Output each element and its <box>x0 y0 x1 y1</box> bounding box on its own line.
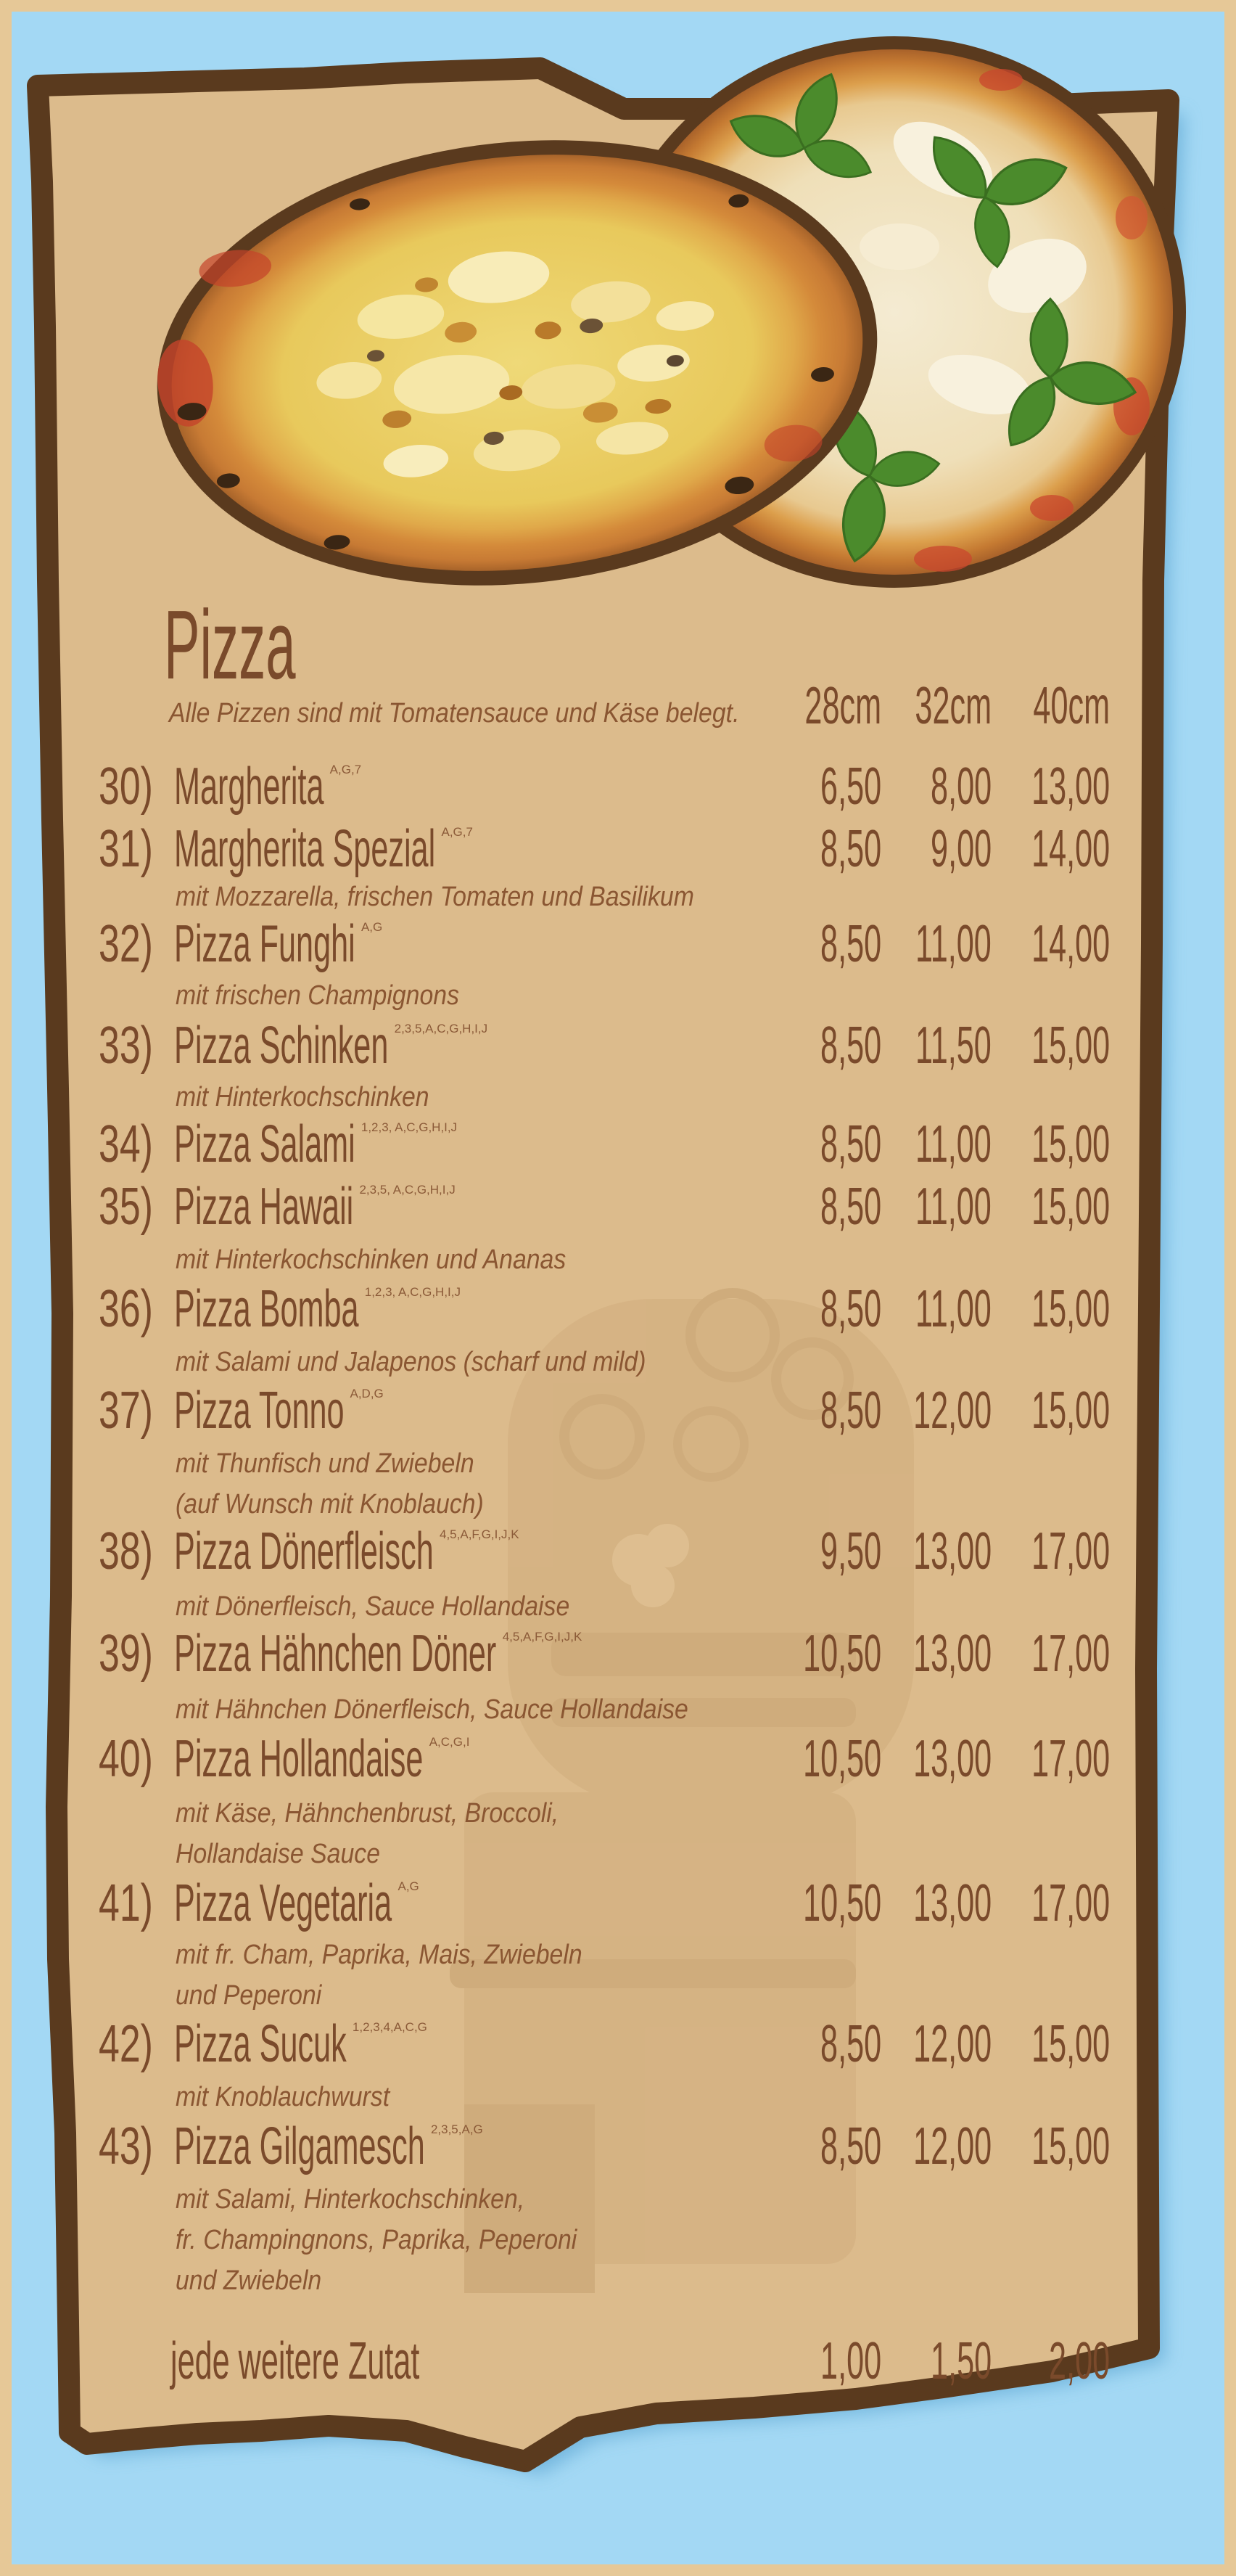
price-40cm <box>979 1178 1110 1236</box>
description-line: und Zwiebeln <box>176 2265 322 2296</box>
price-value: 10,50 <box>802 1625 881 1683</box>
price-value: 13,00 <box>912 1730 992 1788</box>
item-name: Pizza Vegetaria <box>174 1874 392 1932</box>
item-number <box>99 915 174 973</box>
price-value: 11,00 <box>915 1178 992 1236</box>
menu-subtitle-text: Alle Pizzen sind mit Tomatensauce und Käse belegt. <box>169 698 740 729</box>
allergen-codes: 2,3,5,A,C,G,H,I,J <box>394 1022 488 1035</box>
description-line: mit Käse, Hähnchenbrust, Broccoli, <box>176 1798 559 1829</box>
allergen-codes: A,G <box>360 920 383 934</box>
price-value: 8,50 <box>820 2015 881 2073</box>
item-number <box>99 1280 174 1338</box>
item-name: Pizza Dönerfleisch <box>174 1522 434 1580</box>
price-40cm <box>979 1522 1110 1580</box>
item-name: Pizza Funghi <box>174 915 355 973</box>
price-value: 15,00 <box>1031 1382 1110 1440</box>
item-number-text: 37) <box>99 1382 153 1440</box>
price-value: 9,50 <box>820 1522 881 1580</box>
allergen-codes: 2,3,5, A,C,G,H,I,J <box>359 1183 456 1197</box>
item-number-text: 32) <box>99 915 153 973</box>
price-value: 10,50 <box>802 1730 881 1788</box>
price-value: 8,00 <box>930 758 992 816</box>
price-value: 15,00 <box>1031 1178 1110 1236</box>
item-description <box>176 877 694 917</box>
description-line: mit Hähnchen Dönerfleisch, Sauce Hollandaise <box>176 1694 688 1725</box>
item-name-line <box>174 1382 384 1440</box>
price-value: 13,00 <box>912 1625 992 1683</box>
item-name-line <box>174 2117 483 2175</box>
price-value: 8,50 <box>820 1178 881 1236</box>
description-line: und Peperoni <box>176 1980 322 2011</box>
item-number-text: 43) <box>99 2117 153 2175</box>
allergen-codes: 4,5,A,F,G,I,J,K <box>502 1630 582 1644</box>
price-40cm <box>979 1280 1110 1338</box>
price-value: 17,00 <box>1031 1625 1110 1683</box>
item-number-text: 42) <box>99 2015 153 2073</box>
price-value: 10,50 <box>802 1874 881 1932</box>
item-number-text: 40) <box>99 1730 153 1788</box>
price-32cm <box>861 1625 992 1683</box>
item-name-line <box>174 1730 470 1788</box>
price-value: 12,00 <box>912 1382 992 1440</box>
price-value: 12,00 <box>912 2015 992 2073</box>
item-name-line <box>174 2015 427 2073</box>
item-number-text: 36) <box>99 1280 153 1338</box>
item-description <box>176 1239 566 1280</box>
menu-title-text: Pizza <box>164 590 296 700</box>
price-value: 11,00 <box>915 915 992 973</box>
description-line: mit Hinterkochschinken <box>176 1082 429 1112</box>
item-number <box>99 2015 174 2073</box>
allergen-codes: 2,3,5,A,G <box>430 2122 483 2136</box>
price-value: 1,00 <box>820 2332 881 2390</box>
item-number <box>99 1522 174 1580</box>
item-name: Pizza Sucuk <box>174 2015 347 2073</box>
item-number-text: 35) <box>99 1178 153 1236</box>
item-description <box>176 1586 569 1627</box>
item-name-line <box>174 1017 488 1075</box>
item-description <box>176 2077 390 2117</box>
description-line: mit Hinterkochschinken und Ananas <box>176 1244 566 1275</box>
description-line: mit Knoblauchwurst <box>176 2082 390 2112</box>
extra-price-28cm <box>780 2332 881 2390</box>
description-line: mit Thunfisch und Zwiebeln <box>176 1448 474 1479</box>
item-name-line <box>174 1522 519 1580</box>
price-40cm <box>979 2015 1110 2073</box>
price-value: 12,00 <box>912 2117 992 2175</box>
item-number-text: 34) <box>99 1115 153 1173</box>
size-label: 40cm <box>1033 677 1110 735</box>
item-number <box>99 1874 174 1932</box>
size-label: 28cm <box>804 677 881 735</box>
item-name: Pizza Schinken <box>174 1017 389 1075</box>
allergen-codes: A,G <box>397 1879 419 1893</box>
price-value: 17,00 <box>1031 1730 1110 1788</box>
price-value: 6,50 <box>820 758 881 816</box>
item-name-line <box>174 820 473 878</box>
price-32cm <box>865 915 992 973</box>
price-value: 2,00 <box>1048 2332 1110 2390</box>
description-line: fr. Champingnons, Paprika, Peperoni <box>176 2225 577 2255</box>
extra-topping-text: jede weitere Zutat <box>170 2332 420 2390</box>
price-value: 14,00 <box>1031 820 1110 878</box>
item-description <box>176 1443 484 1525</box>
description-line: mit Salami und Jalapenos (scharf und mild) <box>176 1347 646 1377</box>
price-value: 13,00 <box>912 1874 992 1932</box>
price-value: 8,50 <box>820 1115 881 1173</box>
item-name: Pizza Gilgamesch <box>174 2117 425 2175</box>
allergen-codes: 1,2,3, A,C,G,H,I,J <box>364 1285 461 1299</box>
item-description <box>176 2179 577 2301</box>
item-number <box>99 1382 174 1440</box>
price-value: 8,50 <box>820 2117 881 2175</box>
price-value: 8,50 <box>820 1382 881 1440</box>
extra-price-32cm <box>890 2332 992 2390</box>
price-value: 14,00 <box>1031 915 1110 973</box>
price-value: 11,00 <box>915 1280 992 1338</box>
price-40cm <box>979 2117 1110 2175</box>
price-32cm <box>865 1280 992 1338</box>
description-line: Hollandaise Sauce <box>176 1839 381 1869</box>
price-32cm <box>865 1017 992 1075</box>
item-number <box>99 2117 174 2175</box>
price-value: 15,00 <box>1031 2117 1110 2175</box>
allergen-codes: 1,2,3,4,A,C,G <box>352 2020 427 2034</box>
description-line: mit frischen Champignons <box>176 980 459 1011</box>
price-28cm <box>780 758 881 816</box>
item-description <box>176 1935 582 2016</box>
price-value: 17,00 <box>1031 1874 1110 1932</box>
item-name-line <box>174 1115 458 1173</box>
price-40cm <box>979 1382 1110 1440</box>
item-number-text: 30) <box>99 758 153 816</box>
price-28cm <box>780 820 881 878</box>
item-name-line <box>174 915 383 973</box>
price-value: 11,50 <box>915 1017 992 1075</box>
price-32cm <box>861 1874 992 1932</box>
price-value: 1,50 <box>930 2332 992 2390</box>
price-value: 13,00 <box>1031 758 1110 816</box>
item-name: Pizza Salami <box>174 1115 355 1173</box>
item-name: Margherita <box>174 758 324 816</box>
item-name: Pizza Tonno <box>174 1382 345 1440</box>
item-name: Pizza Bomba <box>174 1280 359 1338</box>
allergen-codes: A,D,G <box>350 1387 384 1400</box>
price-32cm <box>861 1730 992 1788</box>
item-name: Margherita Spezial <box>174 820 436 878</box>
description-line: mit Salami, Hinterkochschinken, <box>176 2184 525 2215</box>
price-32cm <box>890 758 992 816</box>
item-name-line <box>174 1280 461 1338</box>
allergen-codes: A,G,7 <box>441 825 473 839</box>
allergen-codes: 1,2,3, A,C,G,H,I,J <box>360 1120 458 1134</box>
price-value: 17,00 <box>1031 1522 1110 1580</box>
item-number <box>99 820 174 878</box>
item-name: Pizza Hawaii <box>174 1178 354 1236</box>
item-number <box>99 1017 174 1075</box>
price-value: 11,00 <box>915 1115 992 1173</box>
price-value: 15,00 <box>1031 1017 1110 1075</box>
price-value: 15,00 <box>1031 1115 1110 1173</box>
item-name-line <box>174 1874 419 1932</box>
extra-price-40cm <box>1008 2332 1110 2390</box>
allergen-codes: A,G,7 <box>329 763 362 776</box>
item-number <box>99 1178 174 1236</box>
price-value: 15,00 <box>1031 2015 1110 2073</box>
price-value: 15,00 <box>1031 1280 1110 1338</box>
price-value: 8,50 <box>820 820 881 878</box>
item-name-line <box>174 1625 582 1683</box>
description-line: mit Mozzarella, frischen Tomaten und Basilikum <box>176 882 694 912</box>
price-32cm <box>861 2117 992 2175</box>
price-32cm <box>861 1522 992 1580</box>
price-value: 8,50 <box>820 915 881 973</box>
item-description <box>176 1077 429 1117</box>
price-32cm <box>861 2015 992 2073</box>
extra-topping-label <box>170 2332 585 2390</box>
item-number <box>99 1730 174 1788</box>
price-40cm <box>979 758 1110 816</box>
item-number <box>99 1625 174 1683</box>
price-40cm <box>979 820 1110 878</box>
item-number-text: 38) <box>99 1522 153 1580</box>
item-description <box>176 1793 559 1874</box>
item-number-text: 31) <box>99 820 153 878</box>
price-value: 9,00 <box>930 820 992 878</box>
item-name-line <box>174 758 362 816</box>
item-number-text: 39) <box>99 1625 153 1683</box>
price-32cm <box>890 820 992 878</box>
price-32cm <box>861 1382 992 1440</box>
allergen-codes: 4,5,A,F,G,I,J,K <box>440 1527 519 1541</box>
allergen-codes: A,C,G,I <box>429 1735 470 1749</box>
price-40cm <box>979 1017 1110 1075</box>
description-line: mit fr. Cham, Paprika, Mais, Zwiebeln <box>176 1940 582 1970</box>
item-description <box>176 1342 646 1382</box>
price-value: 8,50 <box>820 1280 881 1338</box>
price-32cm <box>865 1115 992 1173</box>
item-description <box>176 975 459 1016</box>
price-40cm <box>979 1874 1110 1932</box>
price-32cm <box>865 1178 992 1236</box>
price-40cm <box>979 1115 1110 1173</box>
price-40cm <box>979 1625 1110 1683</box>
item-number <box>99 758 174 816</box>
description-line: mit Dönerfleisch, Sauce Hollandaise <box>176 1591 570 1622</box>
size-label: 32cm <box>915 677 992 735</box>
price-value: 13,00 <box>912 1522 992 1580</box>
description-line: (auf Wunsch mit Knoblauch) <box>176 1489 484 1519</box>
item-description <box>176 1689 688 1730</box>
item-number-text: 41) <box>99 1874 153 1932</box>
item-name-line <box>174 1178 456 1236</box>
price-40cm <box>979 915 1110 973</box>
item-number-text: 33) <box>99 1017 153 1075</box>
price-value: 8,50 <box>820 1017 881 1075</box>
price-40cm <box>979 1730 1110 1788</box>
item-name: Pizza Hollandaise <box>174 1730 424 1788</box>
item-name: Pizza Hähnchen Döner <box>174 1625 497 1683</box>
item-number <box>99 1115 174 1173</box>
